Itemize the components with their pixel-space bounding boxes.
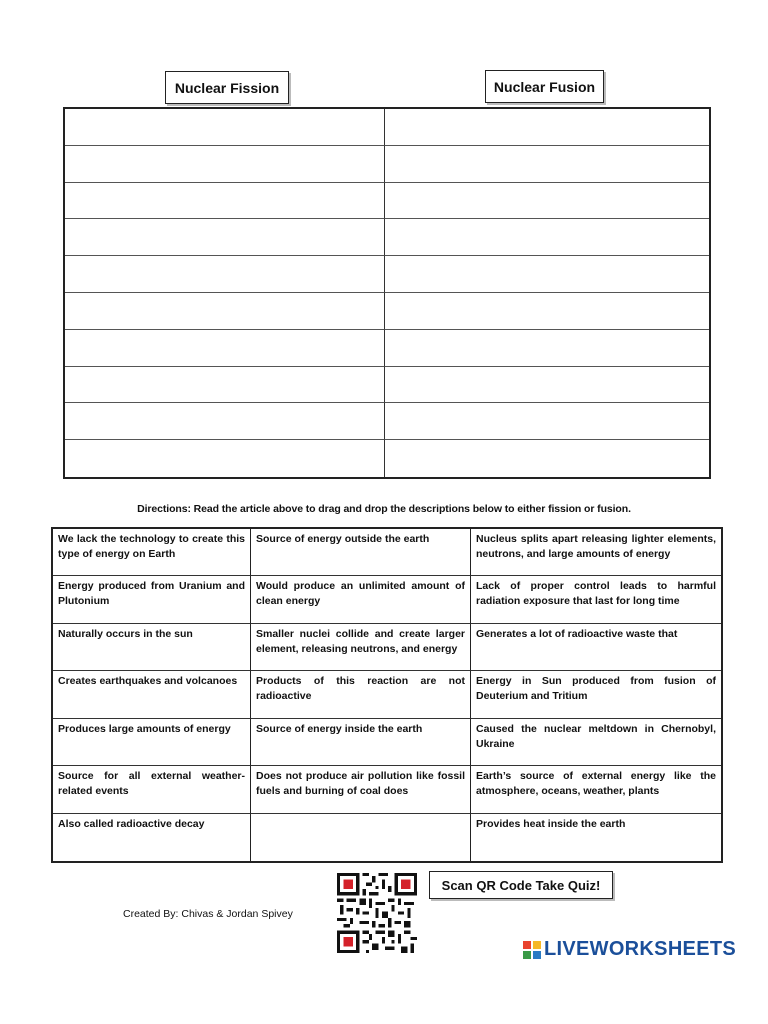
fission-drop-zone[interactable] [65, 403, 385, 440]
description-card[interactable]: Would produce an unlimited amount of clean energy [251, 576, 471, 623]
description-card[interactable]: Does not produce air pollution like fossil fuels and burning of coal does [251, 766, 471, 813]
description-card[interactable]: Energy produced from Uranium and Plutonium [53, 576, 251, 623]
fission-drop-zone[interactable] [65, 146, 385, 183]
description-cards-table [51, 527, 723, 863]
nuclear-fission-header: Nuclear Fission [165, 71, 289, 104]
fission-drop-zone[interactable] [65, 440, 385, 477]
fusion-drop-zone[interactable] [385, 146, 709, 183]
fusion-drop-zone[interactable] [385, 183, 709, 220]
description-card[interactable]: Naturally occurs in the sun [53, 624, 251, 671]
fission-drop-zone[interactable] [65, 293, 385, 330]
fusion-drop-zone[interactable] [385, 403, 709, 440]
author-credit: Created By: Chivas & Jordan Spivey [123, 908, 293, 920]
answer-drop-grid [63, 107, 711, 479]
fusion-drop-zone[interactable] [385, 440, 709, 477]
fusion-drop-zone[interactable] [385, 109, 709, 146]
description-card[interactable]: Lack of proper control leads to harmful radiation exposure that last for long time [471, 576, 721, 623]
description-card[interactable]: Energy in Sun produced from fusion of Deuterium and Tritium [471, 671, 721, 718]
fusion-drop-zone[interactable] [385, 256, 709, 293]
nuclear-fusion-header: Nuclear Fusion [485, 70, 604, 103]
fusion-drop-zone[interactable] [385, 219, 709, 256]
scan-qr-label: Scan QR Code Take Quiz! [429, 871, 613, 899]
description-card[interactable]: Also called radioactive decay [53, 814, 251, 861]
description-card[interactable]: Source of energy inside the earth [251, 719, 471, 766]
description-card[interactable]: Source for all external weather-related events [53, 766, 251, 813]
description-card[interactable]: Caused the nuclear meltdown in Chernobyl, Ukraine [471, 719, 721, 766]
fission-drop-zone[interactable] [65, 219, 385, 256]
description-card[interactable]: Generates a lot of radioactive waste that [471, 624, 721, 671]
fission-drop-zone[interactable] [65, 330, 385, 367]
description-card[interactable]: Source of energy outside the earth [251, 529, 471, 576]
fission-drop-zone[interactable] [65, 367, 385, 404]
description-card[interactable]: Earth’s source of external energy like the atmosphere, oceans, weather, plants [471, 766, 721, 813]
fusion-drop-zone[interactable] [385, 293, 709, 330]
qr-code-icon [337, 873, 417, 953]
description-card[interactable]: Smaller nuclei collide and create larger element, releasing neutrons, and energy [251, 624, 471, 671]
empty-card-cell [251, 814, 471, 861]
description-card[interactable]: We lack the technology to create this type of energy on Earth [53, 529, 251, 576]
description-card[interactable]: Products of this reaction are not radioactive [251, 671, 471, 718]
fission-drop-zone[interactable] [65, 109, 385, 146]
fusion-drop-zone[interactable] [385, 330, 709, 367]
description-card[interactable]: Nucleus splits apart releasing lighter elements, neutrons, and large amounts of energy [471, 529, 721, 576]
liveworksheets-logo [523, 938, 736, 961]
liveworksheets-wordmark: LIVEWORKSHEETS [544, 938, 736, 960]
description-card[interactable]: Produces large amounts of energy [53, 719, 251, 766]
fission-drop-zone[interactable] [65, 256, 385, 293]
liveworksheets-logo-icon [523, 941, 541, 959]
directions-text: Directions: Read the article above to drag and drop the descriptions below to either fission or fusion. [137, 503, 631, 515]
fission-drop-zone[interactable] [65, 183, 385, 220]
description-card[interactable]: Provides heat inside the earth [476, 817, 626, 830]
fusion-drop-zone[interactable] [385, 367, 709, 404]
description-card[interactable]: Creates earthquakes and volcanoes [53, 671, 251, 718]
